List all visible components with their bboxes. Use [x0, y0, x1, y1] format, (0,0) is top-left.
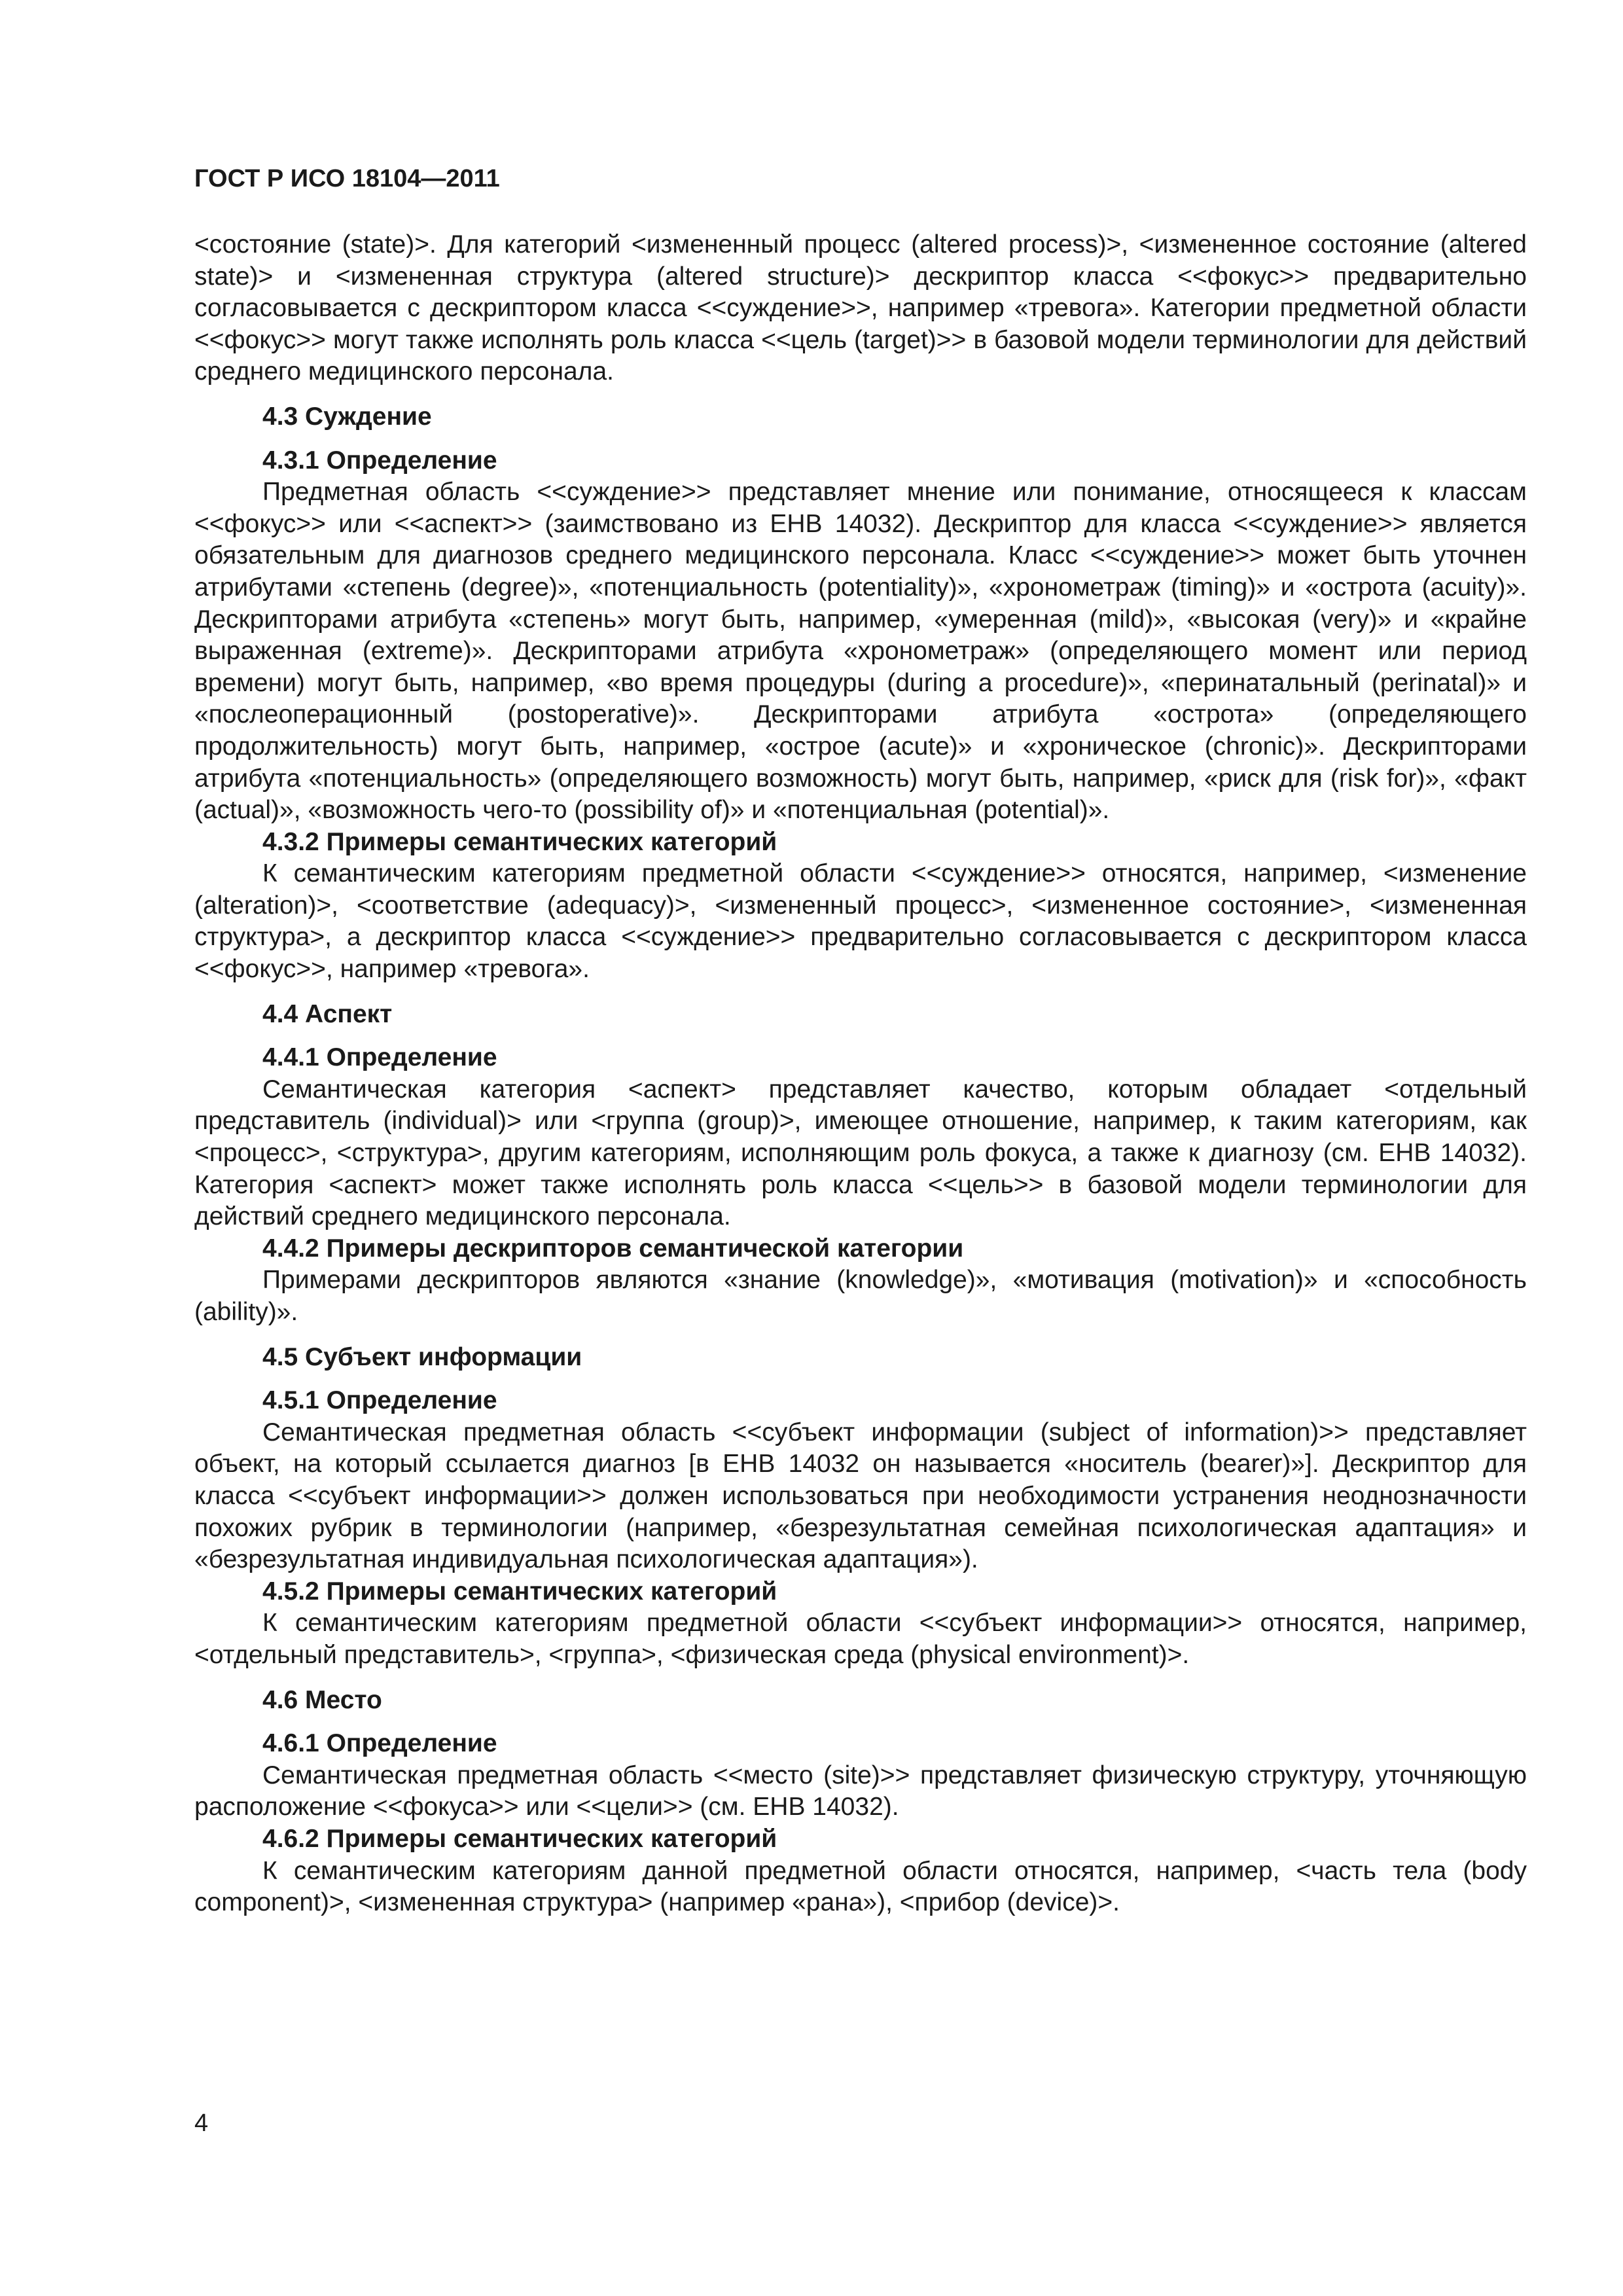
section-4-6-1-text: Семантическая предметная область <<место (site)>> представляет физическую структуру, уточняющую расположение <<фокуса>> или <<цели>> (см. ЕНВ 14032).	[194, 1761, 1527, 1821]
section-4-3-1-text: Предметная область <<суждение>> представляет мнение или понимание, относящееся к классам <<фокус>> или <<аспект>> (заимствовано из ЕНВ 14032). Дескриптор для класса <<суждение>> является обязательным для диагнозов среднего медицинского персонала. Класс <<суждение>> может быть уточнен атрибутами «степень (degree)», «потенциальность (potentiality)», «хронометраж (timing)» и «острота (acuity)». Дескрипторами атрибута «степень» могут быть, например, «умеренная (mild)», «высокая (very)» и «крайне выраженная (extreme)». Дескрипторами атрибута «хронометраж» (определяющего момент или период времени) могут быть, например, «во время процедуры (during a procedure)», «перинатальный (perinatal)» и «послеоперационный (postoperative)». Дескрипторами атрибута «острота» (определяющего продолжительность) могут быть, например, «острое (acute)» и «хроническое (chronic)». Дескрипторами атрибута «потенциальность» (определяющего возможность) могут быть, например, «риск для (risk for)», «факт (actual)», «возможность чего-то (possibility of)» и «потенциальная (potential)».	[194, 478, 1527, 825]
section-4-5-1-text: Семантическая предметная область <<субъект информации (subject of information)>> представляет объект, на который ссылается диагноз [в ЕНВ 14032 он называется «носитель (bearer)»]. Дескриптор для класса <<субъект информации>> должен использоваться при необходимости устранения неоднозначности похожих рубрик в терминологии (например, «безрезультатная семейная психологическая адаптация» и «безрезультатная индивидуальная психологическая адаптация»).	[194, 1418, 1527, 1574]
section-4-4-2-text: Примерами дескрипторов являются «знание (knowledge)», «мотивация (motivation)» и «способность (ability)».	[194, 1266, 1527, 1326]
standard-header: ГОСТ Р ИСО 18104—2011	[194, 165, 500, 192]
section-4-6-2-text: К семантическим категориям данной предметной области относятся, например, <часть тела (body component)>, <измененная структура> (например «рана»), <прибор (device)>.	[194, 1856, 1527, 1917]
section-4-6-1-heading: 4.6.1 Определение	[262, 1729, 497, 1758]
section-4-4-1-heading: 4.4.1 Определение	[262, 1043, 497, 1072]
section-4-3-2-heading: 4.3.2 Примеры семантических категорий	[262, 827, 777, 856]
section-4-4-heading: 4.4 Аспект	[262, 999, 393, 1028]
section-4-5-2-heading: 4.5.2 Примеры семантических категорий	[262, 1577, 777, 1605]
section-4-5-1-heading: 4.5.1 Определение	[262, 1386, 497, 1415]
section-4-3-heading: 4.3 Суждение	[262, 402, 432, 431]
section-4-3-1-heading: 4.3.1 Определение	[262, 446, 497, 475]
document-body	[194, 229, 1527, 1919]
section-4-5-heading: 4.5 Субъект информации	[262, 1342, 582, 1371]
section-4-6-heading: 4.6 Место	[262, 1685, 382, 1714]
section-4-4-2-heading: 4.4.2 Примеры дескрипторов семантической категории	[262, 1234, 964, 1263]
section-4-4-1-text: Семантическая категория <аспект> представляет качество, которым обладает <отдельный представитель (individual)> или <группа (group)>, имеющее отношение, например, к таким категориям, как <процесс>, <структура>, другим категориям, исполняющим роль фокуса, а также к диагнозу (см. ЕНВ 14032). Категория <аспект> может также исполнять роль класса <<цель>> в базовой модели терминологии для действий среднего медицинского персонала.	[194, 1075, 1527, 1231]
section-4-5-2-text: К семантическим категориям предметной области <<субъект информации>> относятся, например, <отдельный представитель>, <группа>, <физическая среда (physical environment)>.	[194, 1609, 1527, 1669]
intro-paragraph: <состояние (state)>. Для категорий <измененный процесс (altered process)>, <измененное состояние (altered state)> и <измененная структура (altered structure)> дескриптор класса <<фокус>> предварительно согласовывается с дескриптором класса <<суждение>>, например «тревога». Категории предметной области <<фокус>> могут также исполнять роль класса <<цель (target)>> в базовой модели терминологии для действий среднего медицинского персонала.	[194, 230, 1527, 386]
section-4-3-2-text: К семантическим категориям предметной области <<суждение>> относятся, например, <изменение (alteration)>, <соответствие (adequacy)>, <измененный процесс>, <измененное состояние>, <измененная структура>, а дескриптор класса <<суждение>> предварительно согласовывается с дескриптором класса <<фокус>>, например «тревога».	[194, 859, 1527, 984]
page-number: 4	[194, 2109, 209, 2137]
section-4-6-2-heading: 4.6.2 Примеры семантических категорий	[262, 1824, 777, 1853]
